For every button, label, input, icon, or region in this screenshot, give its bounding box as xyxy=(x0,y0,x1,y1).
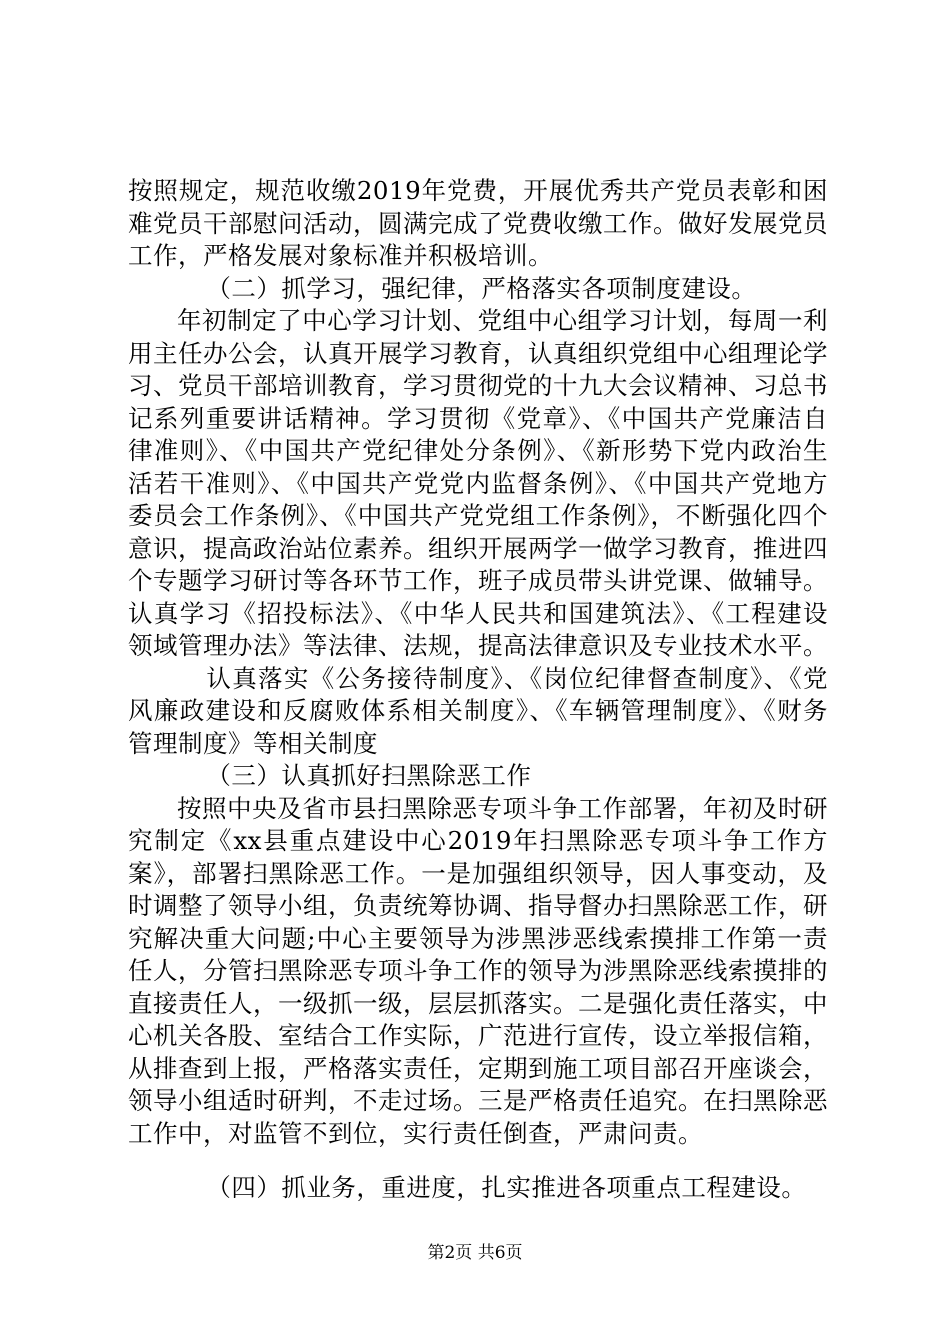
paragraph-anti-crime: 按照中央及省市县扫黑除恶专项斗争工作部署，年初及时研究制定《xx县重点建设中心2019年扫黑除恶专项斗争工作方案》，部署扫黑除恶工作。一是加强组织领导，因人事变动，及时调整了领导小组，负责统筹协调、指导督办扫黑除恶工作，研究解决重大问题;中心主要领导为涉黑涉恶线索摸排工作第一责任人，分管扫黑除恶专项斗争工作的领导为涉黑除恶线索摸排的直接责任人，一级抓一级，层层抓落实。二是强化责任落实，中心机关各股、室结合工作实际，广范进行宣传，设立举报信箱，从排查到上报，严格落实责任，定期到施工项目部召开座谈会，领导小组适时研判，不走过场。三是严格责任追究。在扫黑除恶工作中，对监管不到位，实行责任倒查，严肃问责。 xyxy=(128,793,828,1148)
page-number-footer: 第2页 共6页 xyxy=(427,1243,523,1263)
section-heading-4: （四）抓业务，重进度，扎实推进各项重点工程建设。 xyxy=(206,1173,807,1202)
section-heading-3: （三）认真抓好扫黑除恶工作 xyxy=(206,761,532,790)
document-body xyxy=(128,175,828,1205)
paragraph-spacer xyxy=(128,1150,828,1172)
paragraph-party-dues: 按照规定，规范收缴2019年党费，开展优秀共产党员表彰和困难党员干部慰问活动，圆满完成了党费收缴工作。做好发展党员工作，严格发展对象标准并积极培训。 xyxy=(128,176,828,270)
paragraph-regulations: 认真落实《公务接待制度》、《岗位纪律督查制度》、《党风廉政建设和反腐败体系相关制度》、《车辆管理制度》、《财务管理制度》等相关制度 xyxy=(128,663,828,758)
paragraph-study-plan: 年初制定了中心学习计划、党组中心组学习计划，每周一利用主任办公会，认真开展学习教育，认真组织党组中心组理论学习、党员干部培训教育，学习贯彻党的十九大会议精神、习总书记系列重要讲话精神。学习贯彻《党章》、《中国共产党廉洁自律准则》、《中国共产党纪律处分条例》、《新形势下党内政治生活若干准则》、《中国共产党党内监督条例》、《中国共产党地方委员会工作条例》、《中国共产党党组工作条例》，不断强化四个意识，提高政治站位素养。组织开展两学一做学习教育，推进四个专题学习研讨等各环节工作，班子成员带头讲党课、做辅导。认真学习《招投标法》、《中华人民共和国建筑法》、《工程建设领域管理办法》等法律、法规，提高法律意识及专业技术水平。 xyxy=(128,306,828,660)
section-heading-2: （二）抓学习，强纪律，严格落实各项制度建设。 xyxy=(206,273,757,303)
